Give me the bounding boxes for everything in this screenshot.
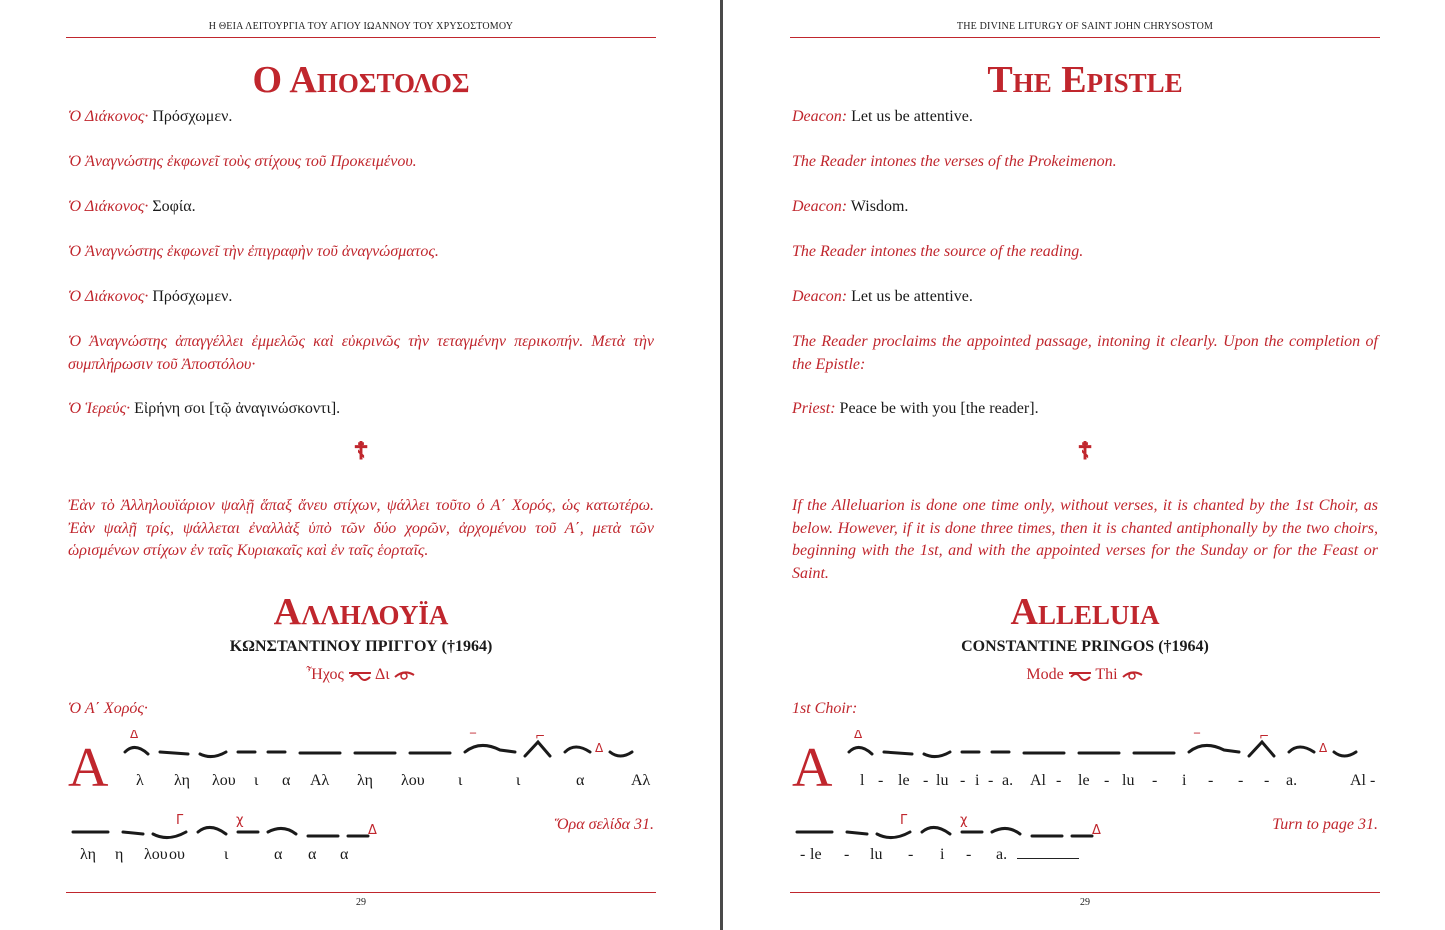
syllable: ι [516, 772, 521, 789]
line-deacon-2 [68, 196, 654, 219]
syllable: ι [254, 772, 259, 789]
mode-signature-icon [1068, 669, 1092, 681]
line-deacon-2 [792, 196, 1378, 219]
syllable: a. [1002, 772, 1014, 789]
svg-text:‾: ‾ [1194, 731, 1200, 745]
line-text: Πρόσχωμεν. [148, 288, 233, 305]
rubric-paragraph: Ἐὰν τὸ Ἀλληλουϊάριον ψαλῇ ἅπαξ ἄνευ στίχων, ψάλλει τοῦτο ὁ Α΄ Χορός, ὡς κατωτέρω. Ἐὰν ψαλῇ τρίς, ψάλλεται ἐναλλὰξ ὑπὸ τῶν δύο χορῶν, ἀρχομένου τοῦ Α΄, μετὰ τῶν ὡρισμένων στίχων ἐν ταῖς Κυριακαῖς καὶ ἐν ταῖς ἑορταῖς. [68, 497, 654, 559]
rubric-line: Ὁ Ἀναγνώστης ἀπαγγέλλει ἐμμελῶς καὶ εὐκρινῶς τὴν τεταγμένην περικοπήν. Μετὰ τὴν συμπλήρωσιν τοῦ Ἀποστόλου· [68, 333, 654, 373]
syllable: i [975, 772, 980, 789]
composer: CONSTANTINE PRINGOS (†1964) [961, 638, 1209, 655]
syllable: lu [870, 846, 883, 863]
mode-prefix: Ἦχος [306, 666, 344, 683]
line-priest [68, 398, 654, 421]
section-title: The Epistle [987, 59, 1183, 101]
syllable: η [115, 846, 124, 863]
syllable: λ [136, 772, 144, 789]
turn-to-page-note: Turn to page 31. [1272, 816, 1378, 833]
running-head: Η ΘΕΙΑ ΛΕΙΤΟΥΡΓΙΑ ΤΟΥ ΑΓΙΟΥ ΙΩΑΝΝΟΥ ΤΟΥ ΧΡΥΣΟΣΤΟΜΟΥ [208, 21, 514, 32]
line-deacon-3 [68, 286, 654, 309]
syllable: a. [1286, 772, 1298, 789]
syllable: - [1208, 772, 1214, 789]
speaker-label: Deacon: [792, 288, 848, 305]
line-text: Εἰρήνη σοι [τῷ ἀναγινώσκοντι]. [130, 400, 341, 417]
line-deacon-1 [792, 106, 1378, 129]
syllable: - [1056, 772, 1062, 789]
svg-text:⌐: ⌐ [1259, 730, 1270, 743]
syllable: a. [996, 846, 1008, 863]
syllable: λου [144, 846, 168, 863]
neume-staff-row-1 [120, 730, 660, 770]
rubric-paragraph: If the Alleluarion is done one time only, without verses, it is chanted by the 1st Choir, as below. However, if it is done three times, then it is chanted antiphonally by the two choirs, beginning with the 1st, and with the appointed verses for the Sunday or for the Feast or Saint. [792, 497, 1378, 582]
neume-staff-row-1 [844, 730, 1384, 770]
syllable: l [860, 772, 865, 789]
syllable: λου [401, 772, 425, 789]
speaker-label: Priest: [792, 400, 836, 417]
syllable: λη [174, 772, 190, 789]
drop-cap: A [792, 737, 833, 799]
syllable: le [810, 846, 822, 863]
line-priest [792, 398, 1378, 421]
svg-text:Δ: Δ [854, 730, 863, 741]
syllable: - [988, 772, 994, 789]
page-number: 29 [1080, 897, 1090, 908]
syllable: - [960, 772, 966, 789]
line-deacon-1 [68, 106, 654, 129]
cross-ornament-icon: ☦ [1077, 439, 1093, 465]
svg-text:Γ: Γ [176, 813, 184, 828]
mode-signature-icon [348, 669, 372, 681]
choir-label: 1st Choir: [792, 700, 858, 717]
syllable: - [878, 772, 884, 789]
syllable: - [923, 772, 929, 789]
syllable: Αλ [310, 772, 330, 789]
continuation-line [1017, 848, 1079, 859]
svg-text:Δ: Δ [130, 730, 139, 741]
svg-text:Δ: Δ [1319, 741, 1328, 755]
hymn-title: Αλληλουϊα [273, 591, 449, 633]
syllable: - [800, 846, 806, 863]
syllable: Αλ [631, 772, 651, 789]
speaker-label: Ὁ Διάκονος· [68, 198, 149, 215]
syllable: - [1238, 772, 1244, 789]
syllable: ου [169, 846, 185, 863]
syllable: α [274, 846, 283, 863]
syllable: - [1104, 772, 1110, 789]
fthora-icon [394, 669, 416, 681]
rubric-line: The Reader intones the source of the reading. [792, 243, 1084, 260]
header-rule [66, 37, 656, 38]
mode-line [790, 666, 1380, 684]
syllable: α [308, 846, 317, 863]
section-title: Ο Αποστολος [252, 59, 470, 101]
header-rule [790, 37, 1380, 38]
syllable: α [340, 846, 349, 863]
syllable-final [996, 846, 1079, 864]
line-text: Let us be attentive. [847, 288, 973, 305]
composer: ΚΩΝΣΤΑΝΤΙΝΟΥ ΠΡΙΓΓΟΥ (†1964) [229, 638, 493, 655]
syllable: α [576, 772, 585, 789]
page-spread-divider [720, 0, 723, 930]
svg-text:Δ: Δ [1092, 823, 1101, 838]
footer-rule [790, 892, 1380, 893]
line-text: Wisdom. [847, 198, 909, 215]
syllable: α [282, 772, 291, 789]
footer-rule [66, 892, 656, 893]
syllable: - [1264, 772, 1270, 789]
line-text: Let us be attentive. [847, 108, 973, 125]
mode-name: Thi [1095, 666, 1118, 683]
syllable: Al [1350, 772, 1366, 789]
svg-text:Γ: Γ [900, 813, 908, 828]
mode-name: Δι [374, 666, 390, 683]
syllable: i [1182, 772, 1187, 789]
syllable: - [966, 846, 972, 863]
turn-to-page-note: Ὅρα σελίδα 31. [554, 816, 654, 833]
syllable: i [940, 846, 945, 863]
syllable: ι [458, 772, 463, 789]
speaker-label: Deacon: [792, 108, 848, 125]
drop-cap: Α [68, 737, 109, 799]
syllable: - [1370, 772, 1376, 789]
syllable: lu [936, 772, 949, 789]
cross-ornament-icon: ☦ [353, 439, 369, 465]
mode-line [66, 666, 656, 684]
running-head: THE DIVINE LITURGY OF SAINT JOHN CHRYSOSTOM [956, 21, 1214, 32]
speaker-label: Ὁ Διάκονος· [68, 288, 149, 305]
svg-text:⌐: ⌐ [535, 730, 546, 743]
speaker-label: Ὁ Διάκονος· [68, 108, 149, 125]
syllable: - [1152, 772, 1158, 789]
syllable: - [908, 846, 914, 863]
rubric-line: The Reader intones the verses of the Prokeimenon. [792, 153, 1117, 170]
speaker-label: Ὁ Ἱερεύς· [68, 400, 131, 417]
svg-text:Δ: Δ [595, 741, 604, 755]
syllable: - [844, 846, 850, 863]
syllable: λου [212, 772, 236, 789]
rubric-line: Ὁ Ἀναγνώστης ἐκφωνεῖ τὴν ἐπιγραφὴν τοῦ ἀναγνώσματος. [68, 243, 439, 260]
rubric-line: The Reader proclaims the appointed passage, intoning it clearly. Upon the completion of the Epistle: [792, 333, 1378, 373]
svg-text:χ: χ [960, 813, 968, 828]
syllable: le [898, 772, 910, 789]
right-page [790, 0, 1380, 930]
hymn-title: Alleluia [1010, 591, 1160, 633]
line-deacon-3 [792, 286, 1378, 309]
choir-label: Ὁ Α΄ Χορός· [68, 700, 148, 717]
rubric-line: Ὁ Ἀναγνώστης ἐκφωνεῖ τοὺς στίχους τοῦ Προκειμένου. [68, 153, 417, 170]
syllable: λη [80, 846, 96, 863]
mode-prefix: Mode [1026, 666, 1064, 683]
fthora-icon [1122, 669, 1144, 681]
syllable: Al [1030, 772, 1046, 789]
svg-text:χ: χ [236, 813, 244, 828]
syllable: ι [224, 846, 229, 863]
line-text: Σοφία. [148, 198, 196, 215]
page-number: 29 [356, 897, 366, 908]
line-text: Πρόσχωμεν. [148, 108, 233, 125]
speaker-label: Deacon: [792, 198, 848, 215]
svg-text:Δ: Δ [368, 823, 377, 838]
syllable: lu [1122, 772, 1135, 789]
left-page [66, 0, 656, 930]
syllable: le [1078, 772, 1090, 789]
line-text: Peace be with you [the reader]. [835, 400, 1039, 417]
svg-text:‾: ‾ [470, 731, 476, 745]
syllable: λη [357, 772, 373, 789]
